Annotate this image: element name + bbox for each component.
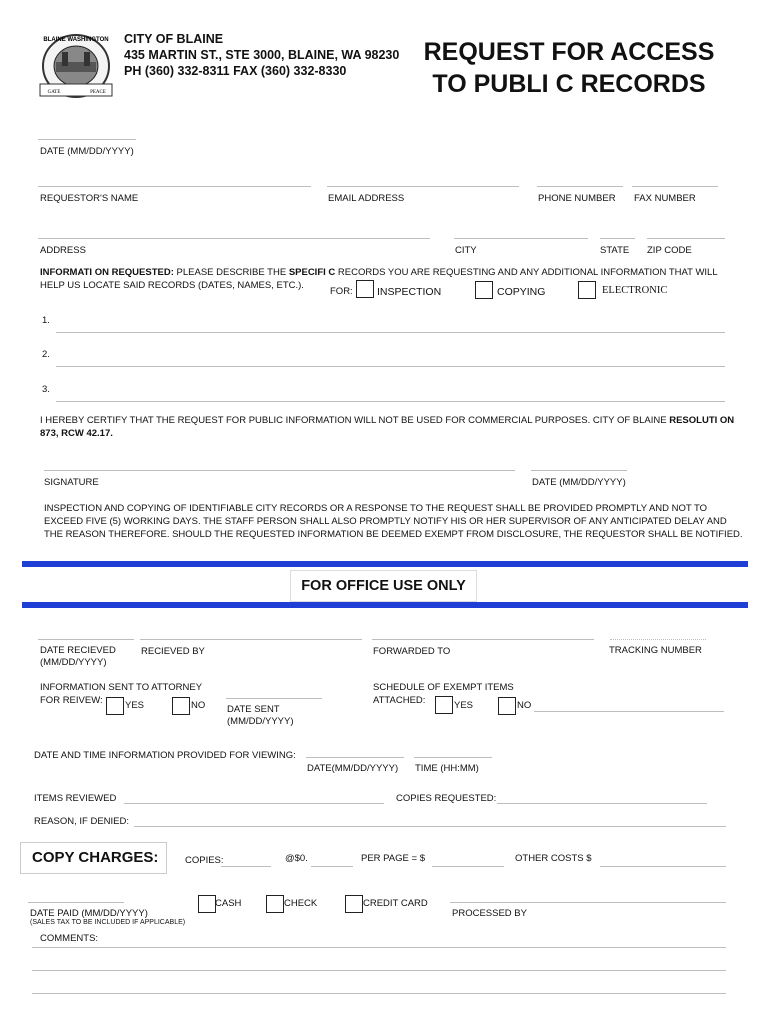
item-3-number: 3. bbox=[42, 384, 50, 395]
for-label: FOR: bbox=[330, 286, 353, 297]
schedule-yes-label: YES bbox=[454, 700, 474, 711]
received-by-label: RECIEVED BY bbox=[141, 646, 205, 657]
email-label: EMAIL ADDRESS bbox=[328, 193, 405, 204]
office-top-bar bbox=[22, 561, 748, 567]
city-field[interactable] bbox=[454, 238, 588, 239]
info-text-a: PLEASE DESCRIBE THE bbox=[173, 267, 289, 278]
attorney-yes-checkbox[interactable] bbox=[106, 697, 124, 715]
per-page-label: PER PAGE = $ bbox=[361, 853, 425, 864]
address-label: ADDRESS bbox=[40, 245, 86, 256]
reason-field[interactable] bbox=[134, 826, 726, 827]
processed-by-field[interactable] bbox=[450, 902, 726, 903]
item-1-number: 1. bbox=[42, 315, 50, 326]
city-label: CITY bbox=[455, 245, 477, 256]
date-received-field[interactable] bbox=[38, 639, 134, 640]
item-3-field[interactable] bbox=[56, 401, 725, 402]
comments-line-1[interactable] bbox=[32, 947, 726, 948]
reason-label: REASON, IF DENIED: bbox=[34, 816, 130, 827]
info-text-b: RECORDS YOU ARE REQUESTING AND ANY ADDITIONAL INFORMATION THAT WILL bbox=[335, 267, 718, 278]
viewing-date-field[interactable] bbox=[306, 757, 404, 758]
comments-line-2[interactable] bbox=[32, 970, 726, 971]
date-received-label: DATE RECIEVED bbox=[40, 645, 116, 656]
electronic-checkbox[interactable] bbox=[578, 281, 596, 299]
office-bottom-bar bbox=[22, 602, 748, 608]
date-sent-field[interactable] bbox=[226, 698, 322, 699]
state-field[interactable] bbox=[600, 238, 635, 239]
copying-label: COPYING bbox=[497, 286, 546, 298]
comments-label: COMMENTS: bbox=[40, 933, 99, 944]
attorney-no-checkbox[interactable] bbox=[172, 697, 190, 715]
info-sent-label: INFORMATION SENT TO ATTORNEY bbox=[40, 682, 203, 693]
specific-word: SPECIFI C bbox=[288, 267, 336, 278]
viewing-date-label: DATE(MM/DD/YYYY) bbox=[307, 763, 399, 774]
copies-field[interactable] bbox=[221, 866, 271, 867]
city-address: 435 MARTIN ST., STE 3000, BLAINE, WA 98230 bbox=[124, 48, 400, 62]
schedule-no-checkbox[interactable] bbox=[498, 697, 516, 715]
cash-label: CASH bbox=[215, 898, 242, 909]
for-review-label: FOR REIVEW: bbox=[40, 695, 103, 706]
signature-label: SIGNATURE bbox=[44, 477, 99, 488]
seal-right-text: PEACE bbox=[90, 90, 106, 95]
info-requested-line1 bbox=[40, 267, 718, 279]
date-label: DATE (MM/DD/YYYY) bbox=[40, 146, 134, 157]
copies-label: COPIES: bbox=[185, 855, 224, 866]
info-requested-label: INFORMATI ON REQUESTED: bbox=[40, 267, 174, 278]
schedule-notes-field[interactable] bbox=[534, 711, 724, 712]
rate-label: @$0. bbox=[285, 853, 308, 864]
items-reviewed-field[interactable] bbox=[124, 803, 384, 804]
info-requested-line2: HELP US LOCATE SAID RECORDS (DATES, NAMES, ETC.). bbox=[40, 280, 304, 291]
other-costs-label: OTHER COSTS $ bbox=[515, 853, 592, 864]
address-field[interactable] bbox=[38, 238, 430, 239]
tracking-label: TRACKING NUMBER bbox=[609, 645, 702, 656]
copy-charges-label: COPY CHARGES: bbox=[32, 849, 159, 866]
seal-icon bbox=[38, 32, 114, 104]
date-paid-field[interactable] bbox=[28, 902, 124, 903]
cash-checkbox[interactable] bbox=[198, 895, 216, 913]
certify-line1 bbox=[40, 415, 734, 427]
comments-line-3[interactable] bbox=[32, 993, 726, 994]
state-label: STATE bbox=[600, 245, 630, 256]
sales-tax-note: (SALES TAX TO BE INCLUDED IF APPLICABLE) bbox=[30, 919, 186, 926]
copies-requested-label: COPIES REQUESTED: bbox=[396, 793, 497, 804]
copying-checkbox[interactable] bbox=[475, 281, 493, 299]
notice-line2: EXCEED FIVE (5) WORKING DAYS. THE STAFF PERSON SHALL ALSO PROMPTLY NOTIFY HIS OR HER SUPERVISOR OF ANY ANTICIPATED DELAY AND bbox=[44, 516, 727, 527]
notice-line1: INSPECTION AND COPYING OF IDENTIFIABLE CITY RECORDS OR A RESPONSE TO THE REQUEST SHALL BE PROVIDED PROMPTLY AND NOT TO bbox=[44, 503, 708, 514]
viewing-label: DATE AND TIME INFORMATION PROVIDED FOR VIEWING: bbox=[34, 750, 296, 761]
certify-text: I HEREBY CERTIFY THAT THE REQUEST FOR PUBLIC INFORMATION WILL NOT BE USED FOR COMMERCIAL PURPOSES. CITY OF BLAINE bbox=[40, 415, 670, 426]
notice-line3: THE REASON THEREFORE. SHOULD THE REQUESTED INFORMATION BE DEEMED EXEMPT FROM DISCLOSURE, THE REQUESTOR SHALL BE NOTIFIED. bbox=[44, 529, 743, 540]
zip-label: ZIP CODE bbox=[647, 245, 692, 256]
schedule-yes-checkbox[interactable] bbox=[435, 696, 453, 714]
office-heading-box bbox=[290, 570, 477, 602]
per-page-field[interactable] bbox=[432, 866, 504, 867]
city-seal-logo bbox=[38, 32, 114, 104]
item-2-field[interactable] bbox=[56, 366, 725, 367]
date-received-format: (MM/DD/YYYY) bbox=[40, 657, 107, 668]
inspection-label: INSPECTION bbox=[377, 286, 442, 298]
date-sent-label: DATE SENT bbox=[227, 704, 280, 715]
zip-field[interactable] bbox=[647, 238, 725, 239]
email-field[interactable] bbox=[327, 186, 519, 187]
copies-requested-field[interactable] bbox=[497, 803, 707, 804]
received-by-field[interactable] bbox=[140, 639, 362, 640]
forwarded-to-label: FORWARDED TO bbox=[373, 646, 451, 657]
fax-field[interactable] bbox=[632, 186, 718, 187]
form-title-line2: TO PUBLI C RECORDS bbox=[432, 70, 706, 98]
office-heading: FOR OFFICE USE ONLY bbox=[301, 578, 466, 594]
credit-card-label: CREDIT CARD bbox=[363, 898, 428, 909]
date-paid-label: DATE PAID (MM/DD/YYYY) bbox=[30, 908, 148, 919]
signature-date-field[interactable] bbox=[531, 470, 627, 471]
other-costs-field[interactable] bbox=[600, 866, 726, 867]
item-1-field[interactable] bbox=[56, 332, 725, 333]
city-phone: PH (360) 332-8311 FAX (360) 332-8330 bbox=[124, 64, 347, 78]
processed-by-label: PROCESSED BY bbox=[452, 908, 527, 919]
attorney-no-label: NO bbox=[191, 700, 206, 711]
attorney-yes-label: YES bbox=[125, 700, 145, 711]
seal-top-text: BLAINE WASHINGTON bbox=[43, 37, 109, 43]
viewing-time-label: TIME (HH:MM) bbox=[415, 763, 479, 774]
date-field[interactable] bbox=[38, 139, 136, 140]
schedule-label: SCHEDULE OF EXEMPT ITEMS bbox=[373, 682, 514, 693]
forwarded-to-field[interactable] bbox=[372, 639, 594, 640]
tracking-field[interactable] bbox=[610, 639, 706, 640]
fax-label: FAX NUMBER bbox=[634, 193, 696, 204]
inspection-checkbox[interactable] bbox=[356, 280, 374, 298]
rate-field[interactable] bbox=[311, 866, 353, 867]
certify-resolution: RESOLUTI ON bbox=[669, 415, 735, 426]
city-name: CITY OF BLAINE bbox=[124, 32, 224, 46]
check-checkbox[interactable] bbox=[266, 895, 284, 913]
date-sent-format: (MM/DD/YYYY) bbox=[227, 716, 294, 727]
viewing-time-field[interactable] bbox=[414, 757, 492, 758]
check-label: CHECK bbox=[284, 898, 318, 909]
phone-label: PHONE NUMBER bbox=[538, 193, 616, 204]
form-title-line1: REQUEST FOR ACCESS bbox=[423, 38, 715, 66]
items-reviewed-label: ITEMS REVIEWED bbox=[34, 793, 117, 804]
attached-label: ATTACHED: bbox=[373, 695, 426, 706]
phone-field[interactable] bbox=[537, 186, 623, 187]
electronic-label: ELECTRONIC bbox=[602, 285, 668, 296]
requestor-name-field[interactable] bbox=[38, 186, 311, 187]
credit-card-checkbox[interactable] bbox=[345, 895, 363, 913]
certify-line2: 873, RCW 42.17. bbox=[40, 428, 113, 439]
requestor-name-label: REQUESTOR'S NAME bbox=[40, 193, 139, 204]
item-2-number: 2. bbox=[42, 349, 50, 360]
copy-charges-box bbox=[20, 842, 167, 874]
signature-field[interactable] bbox=[44, 470, 515, 471]
signature-date-label: DATE (MM/DD/YYYY) bbox=[532, 477, 626, 488]
schedule-no-label: NO bbox=[517, 700, 532, 711]
seal-left-text: GATE bbox=[47, 90, 61, 95]
